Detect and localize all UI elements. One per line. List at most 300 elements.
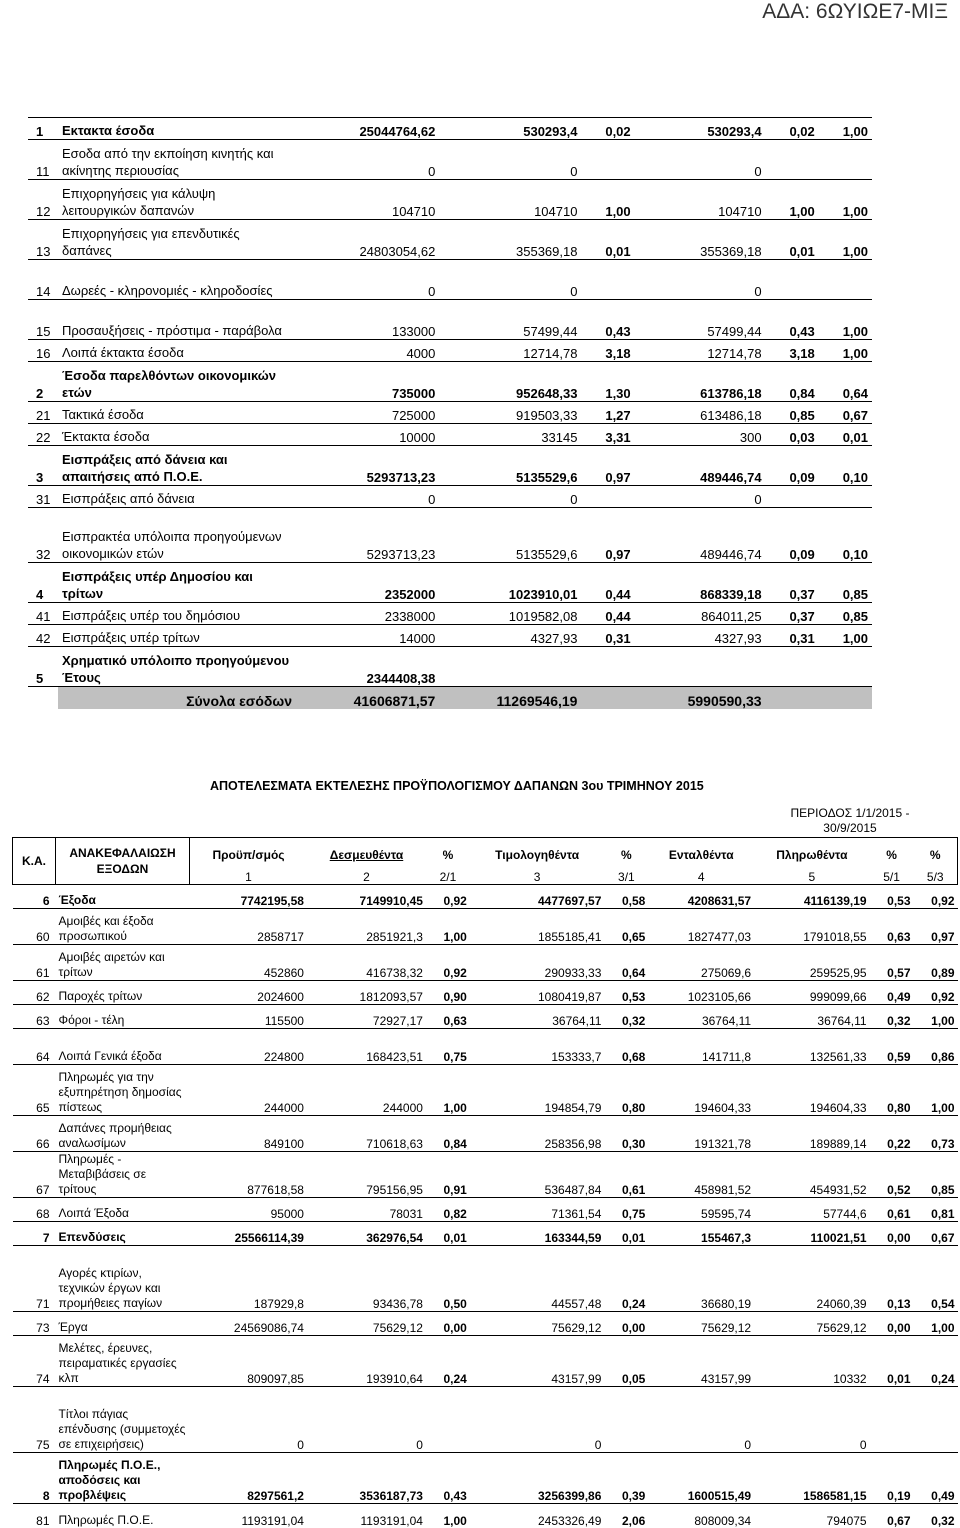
expense-value: 0,01 [870,1336,914,1387]
expense-value: 458981,52 [648,1152,754,1198]
revenue-cell-c6: 0,85 [819,563,872,603]
revenue-cell-desc: Δωρεές - κληρονομιές - κληροδοσίες [58,260,296,300]
revenue-cell-c1: 14000 [296,625,439,647]
revenue-cell-desc: Εκτακτα έσοδα [58,118,296,140]
revenue-cell-c2: 1023910,01 [439,563,581,603]
expense-value: 4477697,57 [470,885,605,909]
expense-value: 0,24 [914,1336,958,1387]
expense-value: 71361,54 [470,1198,605,1222]
revenue-cell-code: 12 [28,180,58,220]
expense-desc: Λοιπά Έξοδα [56,1198,190,1222]
revenue-cell-c5: 0,09 [766,508,819,563]
revenue-cell-c6: 0,67 [819,402,872,424]
expense-value: 194604,33 [648,1065,754,1116]
expense-value: 1812093,57 [307,981,426,1005]
revenue-cell-c2: 5135529,6 [439,508,581,563]
revenue-cell-c6: 1,00 [819,180,872,220]
expense-value: 416738,32 [307,945,426,981]
expense-value: 75629,12 [470,1312,605,1336]
expense-code: 6 [13,885,56,909]
revenue-row [28,508,872,563]
revenue-cell-desc: Εσοδα από την εκποίηση κινητής και ακίνητης περιουσίας [58,140,296,180]
expense-row [13,1246,958,1312]
revenue-cell-c5 [766,260,819,300]
revenue-row [28,402,872,424]
expense-value: 795156,95 [307,1152,426,1198]
expense-value: 1,00 [914,1065,958,1116]
revenue-cell-code: 16 [28,340,58,362]
expense-value [914,1387,958,1453]
revenue-cell-desc: Προσαυξήσεις - πρόστιμα - παράβολα [58,300,296,340]
total-cell-c1: 41606871,57 [296,687,439,709]
revenue-cell-c5: 0,03 [766,424,819,446]
revenue-cell-c2: 104710 [439,180,581,220]
expense-value: 999099,66 [754,981,869,1005]
revenue-cell-c5: 0,31 [766,625,819,647]
expense-value: 1080419,87 [470,981,605,1005]
revenue-cell-code: 42 [28,625,58,647]
revenue-cell-c5: 0,84 [766,362,819,402]
expense-value: 1586581,15 [754,1453,869,1504]
revenue-cell-desc: Επιχορηγήσεις για επενδυτικές δαπάνες [58,220,296,260]
col-header: % [621,848,632,862]
expense-value: 0,59 [870,1029,914,1065]
expense-value: 0 [307,1387,426,1453]
revenue-cell-c6: 1,00 [819,625,872,647]
revenue-cell-c3 [581,647,634,687]
revenue-cell-c1: 725000 [296,402,439,424]
expense-code: 67 [13,1152,56,1198]
expense-value: 57744,6 [754,1198,869,1222]
revenue-cell-c2: 4327,93 [439,625,581,647]
expense-code: 73 [13,1312,56,1336]
expense-value: 0,92 [914,981,958,1005]
expense-value: 0,53 [870,885,914,909]
expense-desc: Μελέτες, έρευνες, πειραματικές εργασίες κλπ [56,1336,190,1387]
revenue-cell-c6 [819,140,872,180]
revenue-cell-c1: 2338000 [296,603,439,625]
expense-value: 1193191,04 [307,1504,426,1528]
expense-desc: Παροχές τρίτων [56,981,190,1005]
expense-desc: Φόροι - τέλη [56,1005,190,1029]
expense-value: 0,67 [914,1222,958,1246]
revenue-cell-c2: 33145 [439,424,581,446]
expense-value: 1023105,66 [648,981,754,1005]
revenue-cell-c6 [819,647,872,687]
expense-value: 1600515,49 [648,1453,754,1504]
expense-value: 24569086,74 [190,1312,307,1336]
expense-value: 75629,12 [648,1312,754,1336]
expense-row [13,909,958,945]
expense-value: 0,52 [870,1152,914,1198]
revenue-row [28,118,872,140]
revenue-cell-desc: Έσοδα παρελθόντων οικονομικών ετών [58,362,296,402]
expense-value: 191321,78 [648,1116,754,1152]
expense-value: 454931,52 [754,1152,869,1198]
revenue-cell-c4 [635,647,766,687]
expense-row [13,1336,958,1387]
revenue-cell-c4: 0 [635,486,766,508]
ka-header: Κ.Α. [22,854,46,868]
expense-value: 259525,95 [754,945,869,981]
expense-value: 0,50 [426,1246,470,1312]
expense-value: 2453326,49 [470,1504,605,1528]
expense-row [13,1065,958,1116]
expense-value: 153333,7 [470,1029,605,1065]
expense-value: 0,92 [914,885,958,909]
expense-value: 141711,8 [648,1029,754,1065]
revenue-row [28,625,872,647]
revenue-cell-c1: 735000 [296,362,439,402]
revenue-cell-desc: Εισπράξεις από δάνεια [58,486,296,508]
expense-value: 75629,12 [754,1312,869,1336]
revenue-row [28,563,872,603]
expense-value: 0,84 [426,1116,470,1152]
expense-value: 72927,17 [307,1005,426,1029]
expense-code: 68 [13,1198,56,1222]
col-num: 4 [697,870,705,884]
revenue-cell-c6: 0,64 [819,362,872,402]
period-label: ΠΕΡΙΟΔΟΣ 1/1/2015 - 30/9/2015 [790,806,910,835]
ada-header: ΑΔΑ: 6ΩΥΙΩΕ7-ΜΙΞ [762,0,948,23]
expense-value: 794075 [754,1504,869,1528]
expense-value: 0 [470,1387,605,1453]
expense-desc: Λοιπά Γενικά έξοδα [56,1029,190,1065]
revenue-row [28,260,872,300]
expense-value: 2858717 [190,909,307,945]
expense-value: 168423,51 [307,1029,426,1065]
revenue-cell-code: 4 [28,563,58,603]
revenue-row [28,140,872,180]
expense-value: 0,30 [604,1116,648,1152]
expense-value: 0,63 [870,909,914,945]
expense-value: 290933,33 [470,945,605,981]
expense-value: 8297561,2 [190,1453,307,1504]
expense-value: 0,01 [426,1222,470,1246]
expense-value: 75629,12 [307,1312,426,1336]
expense-code: 71 [13,1246,56,1312]
revenue-cell-c1: 0 [296,140,439,180]
expense-value: 0,00 [870,1312,914,1336]
expense-value: 0,24 [604,1246,648,1312]
expense-row [13,1504,958,1528]
total-cell-label: Σύνολα εσόδων [58,687,296,709]
revenue-cell-c1: 4000 [296,340,439,362]
revenue-cell-c3: 3,18 [581,340,634,362]
revenue-cell-c4: 355369,18 [635,220,766,260]
expense-value: 24060,39 [754,1246,869,1312]
expense-value: 3536187,73 [307,1453,426,1504]
revenue-cell-c2: 530293,4 [439,118,581,140]
expense-value: 258356,98 [470,1116,605,1152]
revenue-cell-c2: 0 [439,140,581,180]
expense-value: 163344,59 [470,1222,605,1246]
revenue-cell-c4: 4327,93 [635,625,766,647]
col-num: 3/1 [618,870,635,884]
revenue-cell-code: 5 [28,647,58,687]
expense-value: 0,80 [604,1065,648,1116]
revenue-cell-code: 32 [28,508,58,563]
revenue-cell-c3: 3,31 [581,424,634,446]
revenue-cell-desc: Εισπράξεις υπέρ Δημοσίου και τρίτων [58,563,296,603]
revenue-cell-c3: 1,00 [581,180,634,220]
expense-desc: Πληρωμές Π.Ο.Ε. [56,1504,190,1528]
revenue-cell-c4: 489446,74 [635,446,766,486]
revenue-cell-c4: 489446,74 [635,508,766,563]
revenue-cell-c1: 5293713,23 [296,508,439,563]
expense-value: 10332 [754,1336,869,1387]
revenue-cell-c1: 24803054,62 [296,220,439,260]
expense-desc: Πληρωμές Π.Ο.Ε., αποδόσεις και προβλέψεις [56,1453,190,1504]
revenue-cell-c4: 613786,18 [635,362,766,402]
expense-value: 2851921,3 [307,909,426,945]
expense-code: 61 [13,945,56,981]
expense-value: 0,24 [426,1336,470,1387]
revenue-cell-desc: Έκτακτα έσοδα [58,424,296,446]
revenue-cell-c1: 0 [296,486,439,508]
revenue-cell-c4: 530293,4 [635,118,766,140]
revenue-cell-c3 [581,486,634,508]
revenue-cell-c4: 0 [635,140,766,180]
expense-row [13,945,958,981]
revenue-row [28,424,872,446]
expense-desc: Αγορές κτιρίων, τεχνικών έργων και προμήθειες παγίων [56,1246,190,1312]
revenue-cell-c6: 0,85 [819,603,872,625]
expense-value [426,1387,470,1453]
revenue-cell-code: 22 [28,424,58,446]
revenue-cell-c2: 0 [439,486,581,508]
expense-value: 0,39 [604,1453,648,1504]
expense-value: 0,82 [426,1198,470,1222]
expense-value: 1,00 [914,1005,958,1029]
revenue-cell-c5: 0,09 [766,446,819,486]
revenue-cell-c3: 0,44 [581,563,634,603]
expense-value: 2,06 [604,1504,648,1528]
col-num: 2/1 [439,870,457,884]
revenue-cell-c6 [819,260,872,300]
expense-value: 877618,58 [190,1152,307,1198]
revenue-cell-code: 3 [28,446,58,486]
expense-code: 8 [13,1453,56,1504]
expense-value: 115500 [190,1005,307,1029]
revenue-cell-code: 1 [28,118,58,140]
revenue-cell-c3: 0,02 [581,118,634,140]
expense-value: 0,32 [914,1504,958,1528]
revenue-cell-c3: 0,97 [581,446,634,486]
expense-value: 0,92 [426,945,470,981]
expense-desc: Τίτλοι πάγιας επένδυσης (συμμετοχές σε επιχειρήσεις) [56,1387,190,1453]
expense-desc: Πληρωμές για την εξυπηρέτηση δημοσίας πίστεως [56,1065,190,1116]
summary-header: ΑΝΑΚΕΦΑΛΑΙΩΣΗ ΕΞΟΔΩΝ [56,838,190,885]
expense-value: 7149910,45 [307,885,426,909]
revenue-cell-c2: 5135529,6 [439,446,581,486]
revenue-cell-c2: 952648,33 [439,362,581,402]
revenue-cell-c5: 3,18 [766,340,819,362]
expense-row [13,1152,958,1198]
expense-value: 1193191,04 [190,1504,307,1528]
expense-value: 155467,3 [648,1222,754,1246]
expense-value: 0 [754,1387,869,1453]
expense-value: 36680,19 [648,1246,754,1312]
expense-value: 0,54 [914,1246,958,1312]
expense-value: 0,19 [870,1453,914,1504]
revenue-cell-desc: Εισπρακτέα υπόλοιπα προηγούμενων οικονομικών ετών [58,508,296,563]
expense-value: 132561,33 [754,1029,869,1065]
expense-value: 0,00 [604,1312,648,1336]
revenue-cell-c5: 0,02 [766,118,819,140]
revenue-cell-c2: 57499,44 [439,300,581,340]
expense-value: 0,32 [604,1005,648,1029]
expense-value: 189889,14 [754,1116,869,1152]
expense-value: 4116139,19 [754,885,869,909]
expense-value: 1827477,03 [648,909,754,945]
revenue-cell-c6: 1,00 [819,340,872,362]
expense-row [13,1453,958,1504]
revenue-cell-c3: 0,44 [581,603,634,625]
expense-value: 362976,54 [307,1222,426,1246]
expense-value: 7742195,58 [190,885,307,909]
expense-value: 0,86 [914,1029,958,1065]
expense-value: 452860 [190,945,307,981]
total-cell-c4: 5990590,33 [635,687,766,709]
expense-value: 0,49 [914,1453,958,1504]
expense-desc: Αμοιβές αιρετών και τρίτων [56,945,190,981]
revenue-row [28,603,872,625]
expense-row [13,1029,958,1065]
expense-code: 75 [13,1387,56,1453]
expense-code: 7 [13,1222,56,1246]
revenue-cell-c3 [581,140,634,180]
revenue-cell-desc: Εισπράξεις υπέρ του δημόσιου [58,603,296,625]
col-num: 5 [808,870,816,884]
expense-code: 62 [13,981,56,1005]
expense-value: 0,75 [426,1029,470,1065]
col-header: % [929,848,941,862]
expense-value: 0,49 [870,981,914,1005]
total-empty-cell [581,687,634,709]
expense-value: 187929,8 [190,1246,307,1312]
expenses-title: ΑΠΟΤΕΛΕΣΜΑΤΑ ΕΚΤΕΛΕΣΗΣ ΠΡΟΫΠΟΛΟΓΙΣΜΟΥ ΔΑΠΑΝΩΝ 3ου ΤΡΙΜΗΝΟΥ 2015 [210,779,704,793]
expense-value: 194854,79 [470,1065,605,1116]
revenue-cell-c3: 1,27 [581,402,634,424]
revenue-cell-desc: Επιχορηγήσεις για κάλυψη λειτουργικών δαπανών [58,180,296,220]
revenue-row [28,180,872,220]
expense-value: 0,53 [604,981,648,1005]
col-header: Ενταλθέντα [668,848,734,862]
expense-row [13,1116,958,1152]
expense-value: 1855185,41 [470,909,605,945]
revenue-cell-c1: 104710 [296,180,439,220]
revenue-cell-desc: Τακτικά έσοδα [58,402,296,424]
expense-value: 809097,85 [190,1336,307,1387]
revenue-row [28,647,872,687]
expense-value: 36764,11 [648,1005,754,1029]
revenue-row [28,340,872,362]
revenue-cell-c5 [766,486,819,508]
expense-code: 60 [13,909,56,945]
revenue-cell-c4: 864011,25 [635,603,766,625]
expense-value: 0,61 [870,1198,914,1222]
expense-value: 43157,99 [470,1336,605,1387]
expense-value: 0,65 [604,909,648,945]
revenue-cell-c1: 10000 [296,424,439,446]
revenue-row [28,300,872,340]
expense-value: 244000 [190,1065,307,1116]
expense-value: 1,00 [426,1065,470,1116]
expense-value: 3256399,86 [470,1453,605,1504]
expense-value: 110021,51 [754,1222,869,1246]
revenue-cell-c5 [766,140,819,180]
expense-desc: Πληρωμές - Μεταβιβάσεις σε τρίτους [56,1152,190,1198]
col-header: Δεσμευθέντα [329,848,404,862]
expense-value [870,1387,914,1453]
expense-value: 0,61 [604,1152,648,1198]
col-header: Πληρωθέντα [776,848,848,862]
revenue-cell-desc: Εισπράξεις από δάνεια και απαιτήσεις από Π.Ο.Ε. [58,446,296,486]
revenue-cell-c6: 1,00 [819,300,872,340]
expense-value: 244000 [307,1065,426,1116]
revenue-cell-c3: 0,43 [581,300,634,340]
revenue-cell-code: 15 [28,300,58,340]
revenue-cell-c2: 0 [439,260,581,300]
expense-value: 710618,63 [307,1116,426,1152]
revenue-row [28,486,872,508]
revenue-cell-c4: 300 [635,424,766,446]
expenses-table [12,837,958,1528]
col-num: 5/3 [926,870,944,884]
expense-row [13,1005,958,1029]
revenue-cell-c1: 133000 [296,300,439,340]
total-empty-cell [819,687,872,709]
revenue-total-row [28,687,872,709]
revenue-cell-c1: 25044764,62 [296,118,439,140]
expense-value: 0,68 [604,1029,648,1065]
expense-value: 0,90 [426,981,470,1005]
expense-value: 43157,99 [648,1336,754,1387]
expense-value: 0,22 [870,1116,914,1152]
expense-desc: Έξοδα [56,885,190,909]
revenue-cell-c6: 0,10 [819,508,872,563]
expense-row [13,885,958,909]
expense-value: 0 [190,1387,307,1453]
expense-code: 63 [13,1005,56,1029]
revenue-cell-c5: 0,37 [766,603,819,625]
expense-row [13,981,958,1005]
expense-value: 0,67 [870,1504,914,1528]
revenue-cell-c4: 57499,44 [635,300,766,340]
revenue-cell-c5: 0,43 [766,300,819,340]
revenue-cell-c4: 868339,18 [635,563,766,603]
revenue-cell-c4: 0 [635,260,766,300]
revenue-cell-code: 41 [28,603,58,625]
expense-desc: Αμοιβές και έξοδα προσωπικού [56,909,190,945]
expense-value: 1,00 [914,1312,958,1336]
col-header: Προϋπ/σμός [190,838,307,863]
expense-value: 95000 [190,1198,307,1222]
expense-value: 0,73 [914,1116,958,1152]
expense-value: 224800 [190,1029,307,1065]
revenue-cell-c5: 1,00 [766,180,819,220]
revenue-row [28,446,872,486]
revenue-cell-c6: 0,10 [819,446,872,486]
revenue-cell-code: 31 [28,486,58,508]
col-num: 3 [533,870,541,884]
expense-desc: Έργα [56,1312,190,1336]
revenue-cell-c6 [819,486,872,508]
revenue-cell-c2: 12714,78 [439,340,581,362]
revenue-cell-c3 [581,260,634,300]
expense-value: 0,80 [870,1065,914,1116]
